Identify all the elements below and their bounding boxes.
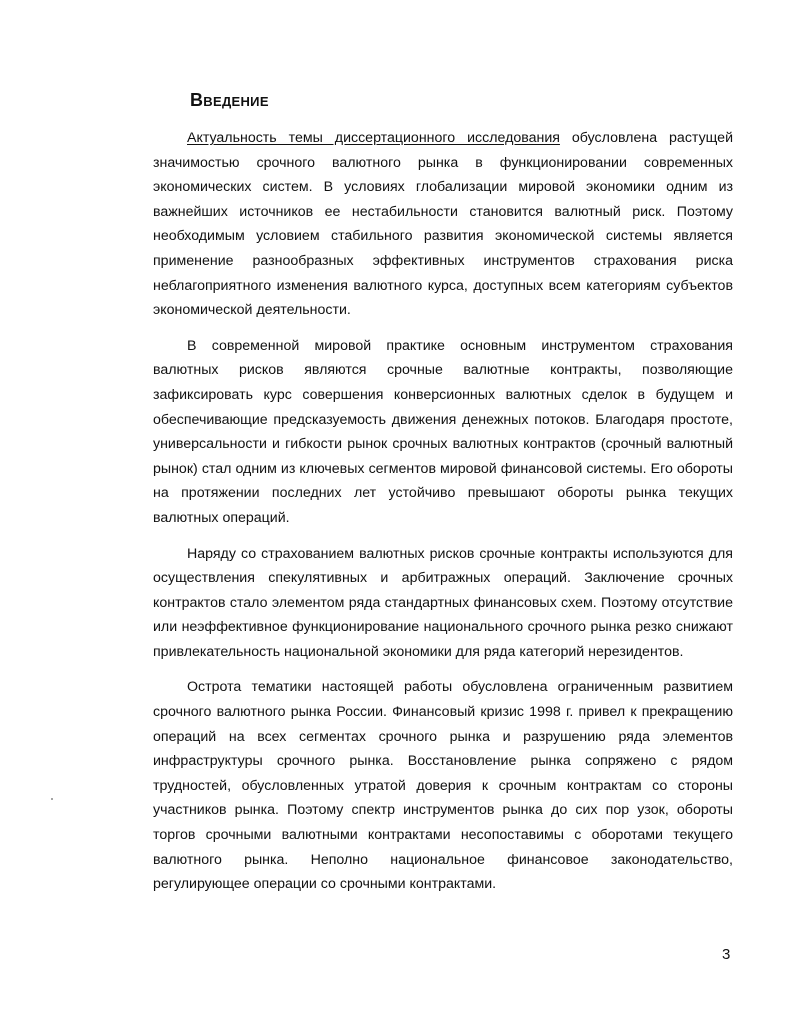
section-heading: Введение xyxy=(190,90,269,110)
body-text xyxy=(153,126,733,897)
paragraph-relevance xyxy=(153,126,733,323)
relevance-text: обусловлена растущей значимостью срочного валютного рынка в функционировании современных экономических систем. В условиях глобализации мировой экономики одним из важнейших источников ее нестабильности становится валютный риск. Поэтому необходимым условием стабильного развития экономической системы является применение разнообразных эффективных инструментов страхования риска неблагоприятного изменения валютного курса, доступных всем категориям субъектов экономической деятельности. xyxy=(153,130,733,319)
relevance-lead: Актуальность темы диссертационного исследования xyxy=(187,130,560,146)
paragraph-russia: Острота тематики настоящей работы обусловлена ограниченным развитием срочного валютного рынка России. Финансовый кризис 1998 г. привел к прекращению операций на всех сегментах срочного рынка и разрушению ряда элементов инфраструктуры срочного рынка. Восстановление рынка сопряжено с рядом трудностей, обусловленных утратой доверия к срочным контрактам со стороны участников рынка. Поэтому спектр инструментов рынка до сих пор узок, обороты торгов срочными валютными контрактами несопоставимы с оборотами текущего валютного рынка. Неполно национальное финансовое законодательство, регулирующее операции со срочными контрактами. xyxy=(153,679,733,893)
page-number: 3 xyxy=(722,946,731,963)
paragraph-practice: В современной мировой практике основным инструментом страхования валютных рисков являются срочные валютные контракты, позволяющие зафиксировать курс совершения конверсионных валютных сделок в будущем и обеспечивающие предсказуемость движения денежных потоков. Благодаря простоте, универсальности и гибкости рынок срочных валютных контрактов (срочный валютный рынок) стал одним из ключевых сегментов мировой финансовой системы. Его обороты на протяжении последних лет устойчиво превышают обороты рынка текущих валютных операций. xyxy=(153,337,733,526)
scan-speck xyxy=(51,798,53,800)
paragraph-speculation: Наряду со страхованием валютных рисков срочные контракты используются для осуществления спекулятивных и арбитражных операций. Заключение срочных контрактов стало элементом ряда стандартных финансовых схем. Поэтому отсутствие или неэффективное функционирование национального срочного рынка резко снижают привлекательность национальной экономики для ряда категорий нерезидентов. xyxy=(153,545,733,660)
